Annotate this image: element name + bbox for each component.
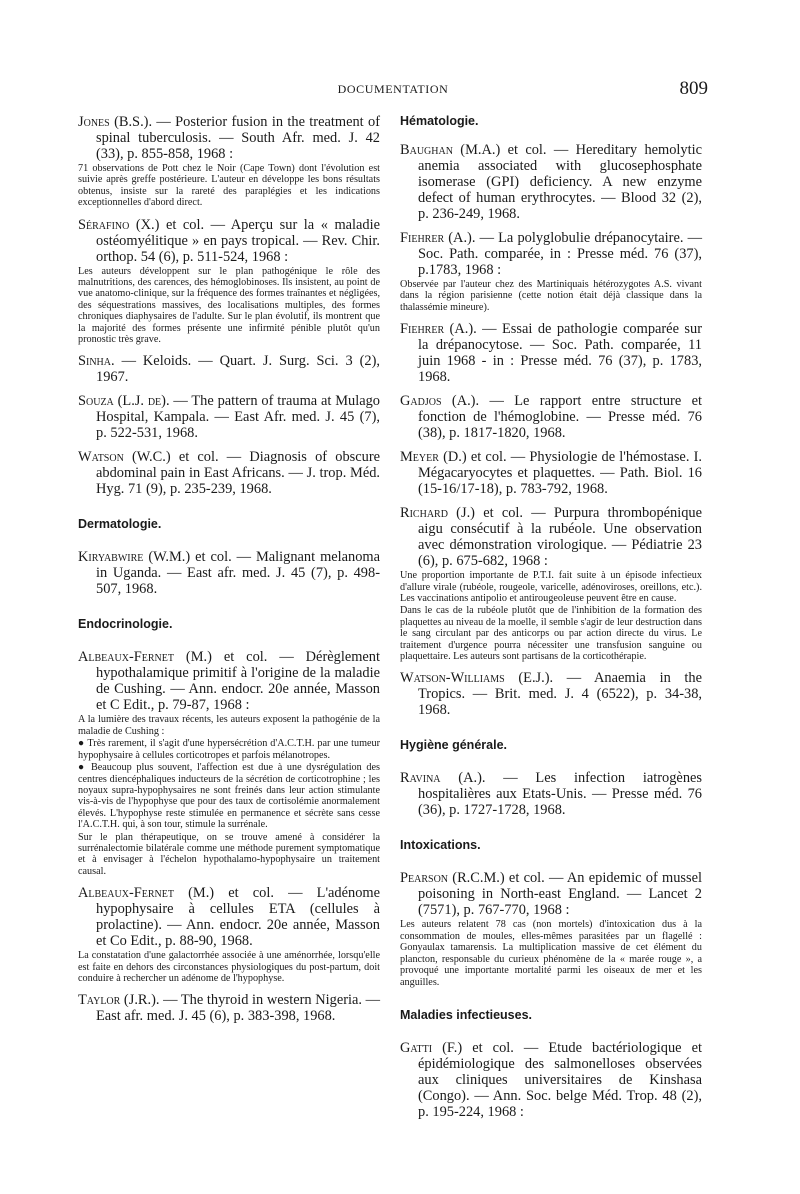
abstract-note: Les auteurs développent sur le plan pathogénique le rôle des malnutritions, des carences, des hémoglobinoses. Ils insistent, au point de vue anatomo-clinique, sur la fréquence des formes traînantes et négligées, des séquestrations massives, des localisations multiples, des formes chroniques diaphysaires de l'adulte. Sur le plan évolutif, ils montrent que la majorité des formes présente une infirmité pénible plutôt qu'un pronostic très grave. — [78, 265, 380, 346]
reference-text — [78, 549, 380, 597]
reference-author: Watson-Williams (E.J.). — [400, 670, 554, 687]
bibliography-entry — [400, 230, 702, 313]
abstract-note: ● Très rarement, il s'agit d'une hypersécrétion d'A.C.T.H. par une tumeur hypophysaire à cellules corticotropes et parfois mélanotropes. — [78, 738, 380, 761]
bibliography-entry — [400, 870, 702, 987]
reference-text — [400, 505, 702, 569]
bibliography-entry — [400, 449, 702, 497]
reference-text — [78, 353, 380, 385]
reference-author: Gatti (F.) — [400, 1039, 463, 1056]
reference-citation: — La polyglobulie drépanocytaire. — Soc. Path. comparée, in : Presse méd. 76 (37), p.1783, 1968 : — [418, 230, 702, 278]
reference-text — [78, 114, 380, 162]
reference-citation: et col. — Dérèglement hypothalamique primitif à l'origine de la maladie de Cushing. — Ann. endocr. 20e année, Masson et C Edit., p. 79-87, 1968 : — [96, 649, 380, 714]
reference-citation: — Anaemia in the Tropics. — Brit. med. J. 4 (6522), p. 34-38, 1968. — [418, 670, 702, 719]
reference-citation: et col. — Diagnosis of obscure abdominal pain in East Africans. — J. trop. Méd. Hyg. 71 (9), p. 235-239, 1968. — [96, 449, 381, 498]
abstract-note: 71 observations de Pott chez le Noir (Cape Town) dont l'évolution est suivie après greffe postérieure. L'auteur en développe les bons résultats obtenus, insiste sur la rareté des paraplégies et les indications exceptionnelles d'abord direct. — [78, 163, 380, 209]
bibliography-entry — [400, 393, 702, 441]
reference-citation: et col. — Hereditary hemolytic anemia associated with glucosephosphate isomerase (GPI) deficiency. A new enzyme defect of human erythrocytes. — Blood 32 (2), p. 236-249, 1968. — [418, 142, 702, 222]
running-title: DOCUMENTATION — [337, 82, 449, 96]
left-column — [78, 114, 380, 1032]
reference-citation: — The pattern of trauma at Mulago Hospital, Kampala. — East Afr. med. J. 45 (7), p. 522-531, 1968. — [96, 393, 380, 442]
reference-text — [78, 217, 380, 265]
reference-author: Gadjos (A.). — [400, 393, 480, 410]
abstract-note: Une proportion importante de P.T.I. fait suite à un épisode infectieux d'allure virale (rubéole, rougeole, varicelle, adénoviroses, oreillons, etc.). Les vaccinations antipolio et antirougeoleuse peuvent être en cause. — [400, 570, 702, 605]
reference-citation: — The thyroid in western Nigeria. — East afr. med. J. 45 (6), p. 383-398, 1968. — [96, 992, 380, 1025]
section-heading: Intoxications. — [400, 838, 481, 853]
reference-citation: et col. — L'adénome hypophysaire à cellules ETA (cellules à prolactine). — Ann. endocr. 20e année, Masson et Co Edit., p. 88-90, 1968. — [96, 885, 380, 950]
reference-author: Albeaux-Fernet (M.) — [78, 649, 212, 666]
abstract-note: La constatation d'une galactorrhée associée à une aménorrhée, lorsqu'elle est faite en dehors des circonstances physiologiques du post-partum, doit conduire à rechercher un adénome de l'hypophyse. — [78, 950, 380, 984]
reference-author: Souza (L.J. de). — [78, 393, 170, 410]
section-heading: Dermatologie. — [78, 517, 162, 532]
reference-citation: — Essai de pathologie comparée sur la drépanocytose. — Soc. Path. comparée, 11 juin 1968 - in : Presse méd. 76 (37), p. 1783, 1968. — [418, 321, 702, 386]
reference-author: Sinha. — [78, 353, 115, 370]
reference-citation: et col. — Malignant melanoma in Uganda. — East afr. med. J. 45 (7), p. 498-507, 1968. — [96, 549, 381, 598]
bibliography-entry — [78, 549, 380, 597]
reference-author: Baughan (M.A.) — [400, 142, 501, 158]
reference-citation: — Posterior fusion in the treatment of spinal tuberculosis. — South Afr. med. J. 42 (33), p. 855-858, 1968 : — [96, 114, 380, 162]
reference-text — [78, 885, 380, 949]
reference-author: Fiehrer (A.). — [400, 321, 477, 338]
abstract-note: Les auteurs relatent 78 cas (non mortels) d'intoxication dus à la consommation de moules, elles-mêmes parasitées par un flagellé : Gonyaulax tamarensis. La multiplication massive de cet élément du plancton, responsable du curieux phénomène de la « marée rouge », a provoqué une importante mortalité parmi les oiseaux de mer et les anguilles. — [400, 919, 702, 988]
reference-text — [400, 142, 702, 222]
reference-author: Albeaux-Fernet (M.) — [78, 885, 215, 902]
bibliography-entry — [78, 393, 380, 441]
reference-text — [78, 992, 380, 1024]
section-heading: Hygiène générale. — [400, 738, 507, 753]
reference-text — [400, 321, 702, 385]
bibliography-entry — [78, 353, 380, 385]
bibliography-entry — [400, 321, 702, 385]
right-column — [400, 114, 702, 1128]
abstract-note: ● Beaucoup plus souvent, l'affection est due à une dysrégulation des centres diencéphaliques inducteurs de la sécrétion de corticotrophine ; les noyaux supra-hypophysaires ne sont freinés dans leur action stimulante vis-à-vis de l'hypophyse que pour des taux de cortisolémie anormalement élevés. L'hypophyse reste stimulée en permanence et sécrète sans cesse l'A.C.T.H. qui, à son tour, stimule la surrénale. — [78, 762, 380, 831]
reference-text — [400, 670, 702, 718]
section-heading: Hématologie. — [400, 114, 479, 128]
reference-text — [78, 649, 380, 713]
reference-citation: — Le rapport entre structure et fonction de l'hémoglobine. — Presse méd. 76 (38), p. 1817-1820, 1968. — [418, 393, 703, 442]
bibliography-entry — [78, 449, 380, 497]
bibliography-entry — [400, 670, 702, 718]
reference-citation: et col. — Physiologie de l'hémostase. I. Mégacaryocytes et plaquettes. — Path. Biol. 16 (15-16/17-18), p. 783-792, 1968. — [418, 449, 702, 498]
reference-author: Kiryabwire (W.M.) — [78, 549, 191, 566]
bibliography-entry — [78, 649, 380, 877]
reference-author: Jones (B.S.). — [78, 114, 153, 130]
reference-text — [400, 870, 702, 918]
bibliography-entry — [78, 992, 380, 1024]
reference-citation: — Keloids. — Quart. J. Surg. Sci. 3 (2), 1967. — [96, 353, 380, 386]
reference-citation: et col. — Etude bactériologique et épidémiologique des salmonelloses observées aux cliniques universitaires de Kinshasa (Congo). — Ann. Soc. belge Méd. Trop. 48 (2), p. 195-224, 1968 : — [418, 1039, 702, 1120]
reference-text — [400, 770, 702, 818]
abstract-note: A la lumière des travaux récents, les auteurs exposent la pathogénie de la maladie de Cushing : — [78, 714, 380, 737]
bibliography-entry — [400, 142, 702, 222]
reference-citation: et col. — Aperçu sur la « maladie ostéomyélitique » en pays tropical. — Rev. Chir. orthop. 54 (6), p. 511-524, 1968 : — [96, 216, 380, 265]
abstract-note: Sur le plan thérapeutique, on se trouve amené à considérer la surrénalectomie bilatérale comme une méthode purement symptomatique et à envisager à l'échelon hypothalamo-hypophysaire un traitement causal. — [78, 831, 380, 877]
reference-text — [400, 393, 702, 441]
reference-text — [400, 230, 702, 278]
reference-text — [400, 1040, 702, 1120]
bibliography-entry — [400, 770, 702, 818]
section-heading: Endocrinologie. — [78, 617, 173, 632]
reference-author: Taylor (J.R.). — [78, 992, 160, 1009]
reference-author: Ravina (A.). — [400, 770, 486, 787]
reference-author: Meyer (D.) — [400, 449, 467, 466]
reference-author: Fiehrer (A.). — [400, 230, 476, 246]
reference-citation: et col. — Purpura thrombopénique aigu consécutif à la rubéole. Une observation avec démonstration virologique. — Pédiatrie 23 (6), p. 675-682, 1968 : — [418, 505, 702, 570]
page-header — [78, 78, 708, 102]
reference-author: Richard (J.) — [400, 505, 475, 522]
bibliography-entry — [400, 505, 702, 662]
abstract-note: Dans le cas de la rubéole plutôt que de l'inhibition de la formation des plaquettes au niveau de la moelle, il semble s'agir de leur destruction dans le sang circulant par des anticorps ou par action directe du virus. Le traitement d'urgence pourra nécessiter une transfusion sanguine ou plaquettaire. Les auteurs sont partisans de la corticothérapie. — [400, 605, 702, 663]
page-number: 809 — [679, 78, 708, 99]
bibliography-entry — [400, 1040, 702, 1120]
reference-author: Watson (W.C.) — [78, 449, 171, 466]
bibliography-entry — [78, 114, 380, 209]
bibliography-entry — [78, 885, 380, 984]
reference-text — [400, 449, 702, 497]
abstract-note: Observée par l'auteur chez des Martiniquais hétérozygotes A.S. vivant dans la région parisienne (cette notion était déjà classique dans la thalassémie mineure). — [400, 279, 702, 313]
reference-citation: — Les infection iatrogènes hospitalières aux Etats-Unis. — Presse méd. 76 (36), p. 1727-1728, 1968. — [418, 770, 702, 819]
section-heading: Maladies infectieuses. — [400, 1007, 533, 1022]
reference-author: Pearson (R.C.M.) — [400, 870, 505, 887]
reference-text — [78, 449, 380, 497]
reference-citation: et col. — An epidemic of mussel poisoning in North-east England. — Lancet 2 (7571), p. 767-770, 1968 : — [418, 870, 702, 919]
reference-text — [78, 393, 380, 441]
reference-author: Sérafino (X.) — [78, 216, 160, 233]
bibliography-entry — [78, 217, 380, 346]
